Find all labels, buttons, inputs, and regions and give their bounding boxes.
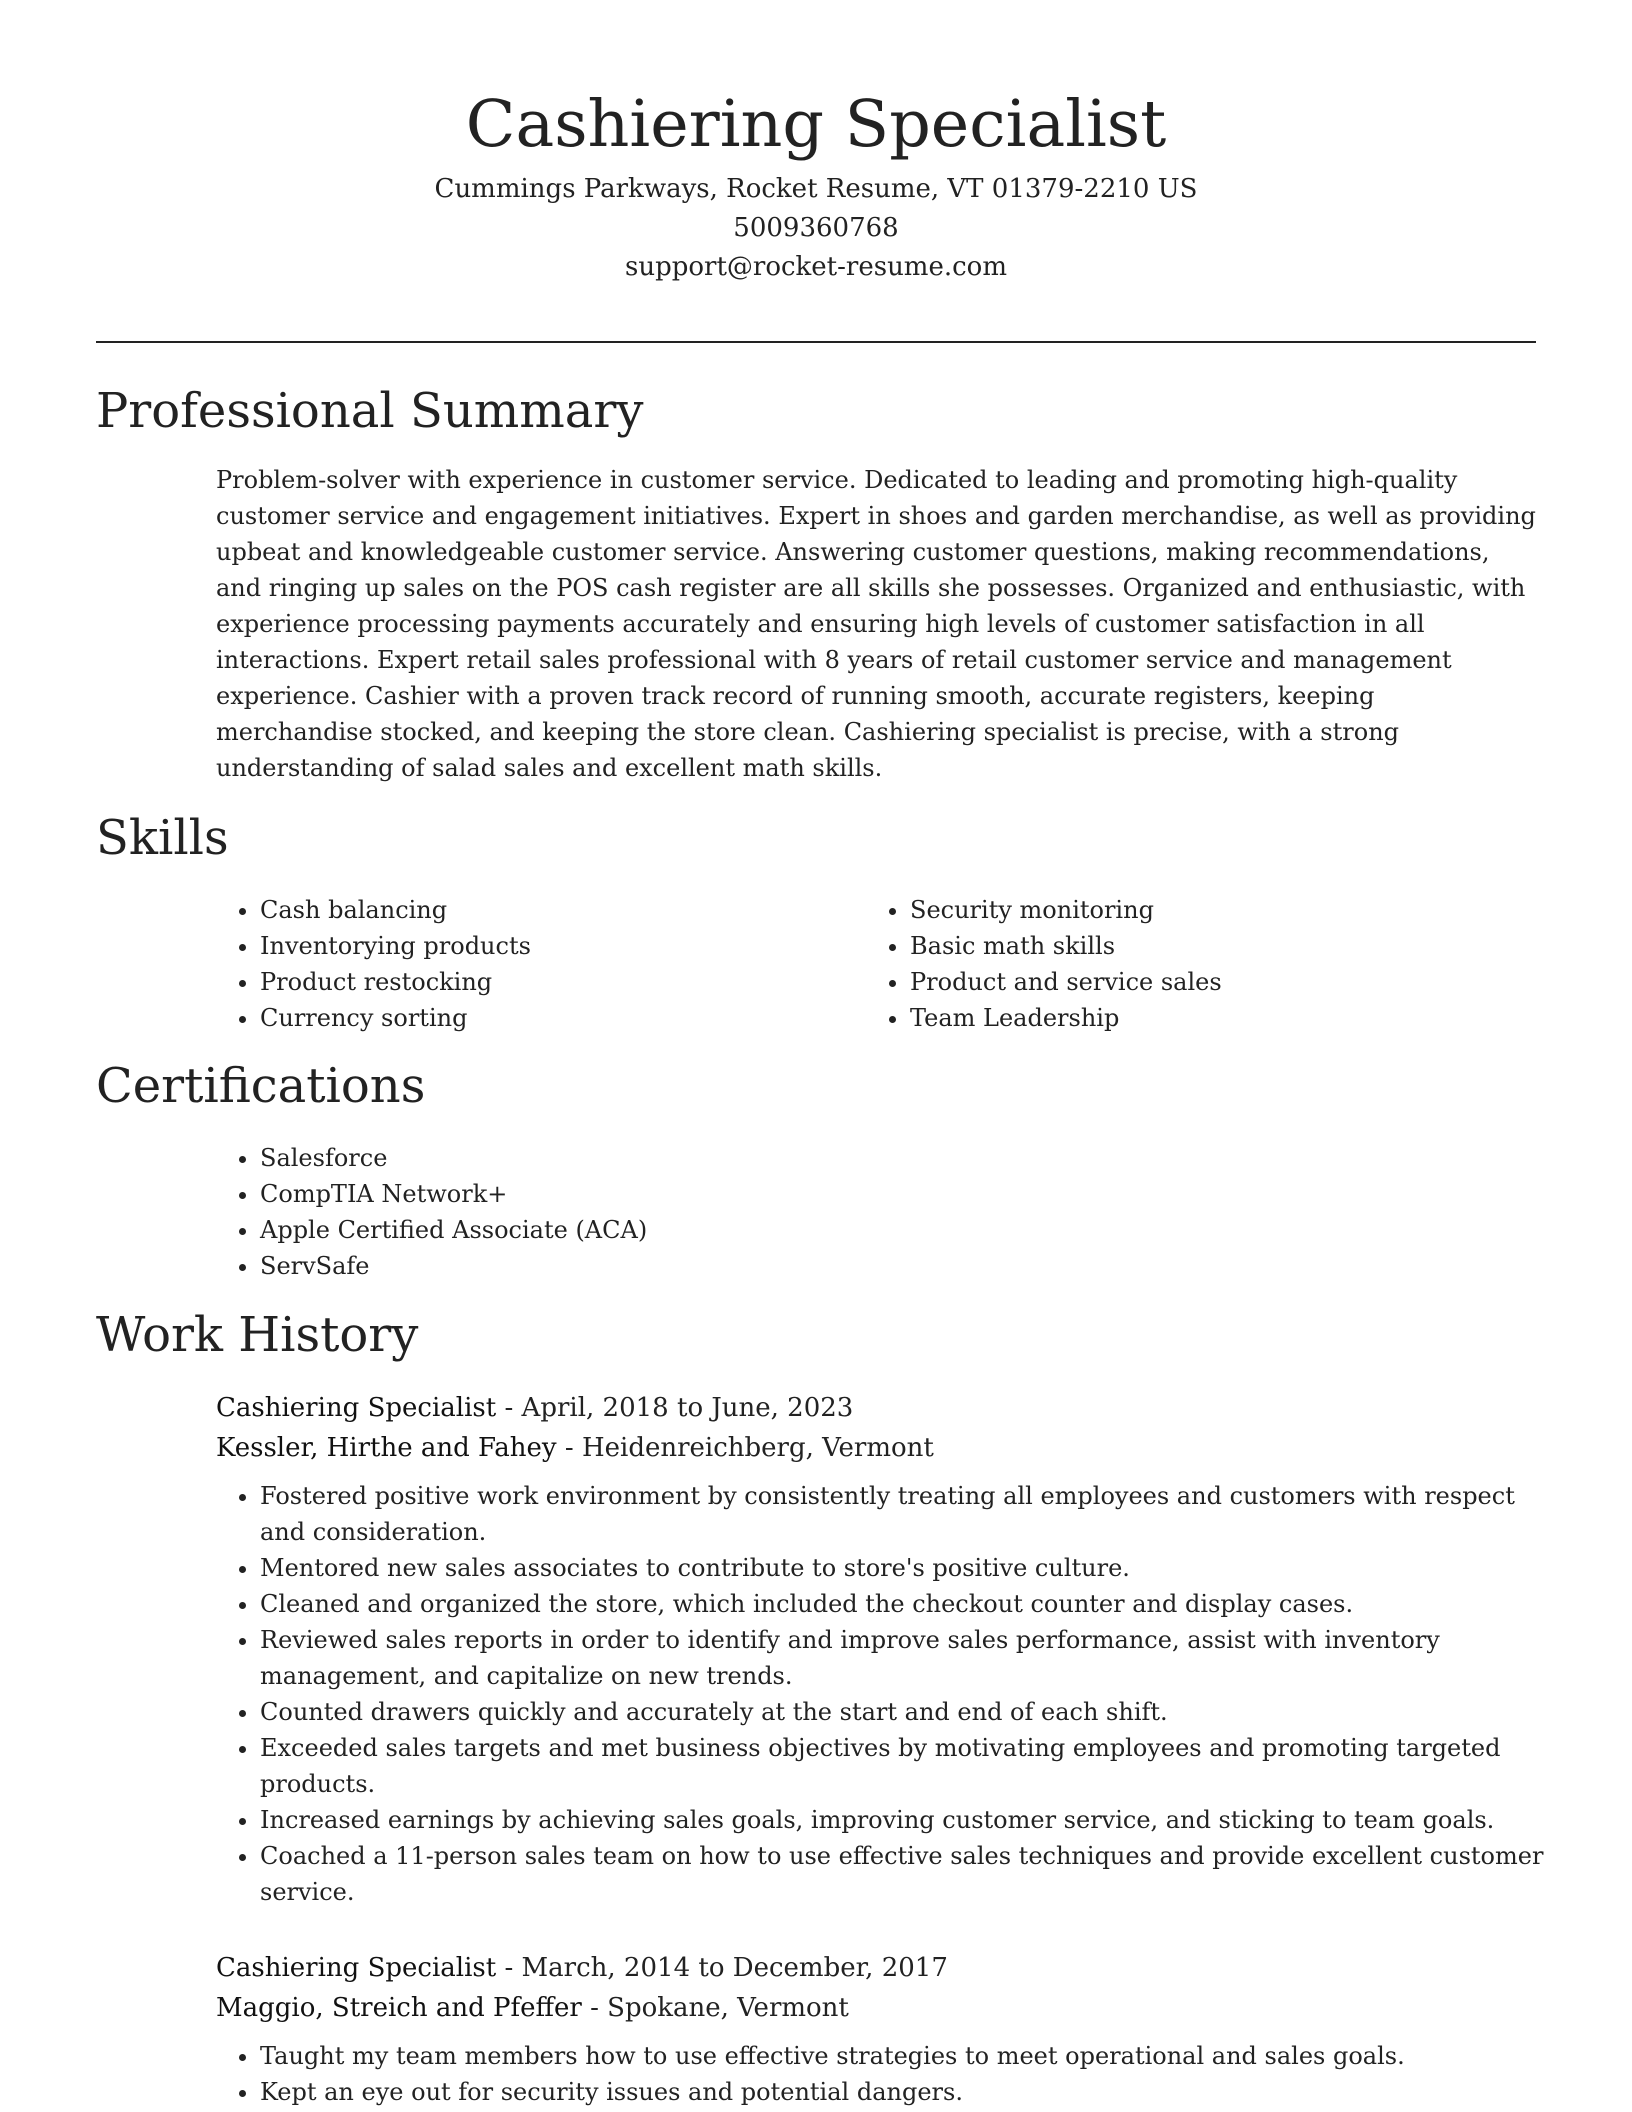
summary-text: Problem-solver with experience in customer service. Dedicated to leading and promoting high-quality customer service and engagement initiatives. Expert in shoes and garden merchandise, as well as providing upbeat and knowledgeable customer service. Answering customer questions, making recommendations, and ringing up sales on the POS cash register are all skills she possesses. Organized and enthusiastic, with experience processing payments accurately and ensuring high levels of customer satisfaction in all interactions. Expert retail sales professional with 8 years of retail customer service and management experience. Cashier with a proven track record of running smooth, accurate registers, keeping merchandise stocked, and keeping the store clean. Cashiering specialist is precise, with a strong understanding of salad sales and excellent math skills. [216,466,1536,782]
skill-item: • Team Leadership [910,1000,1506,1036]
job-bullet: • Exceeded sales targets and met business objectives by motivating employees and promoting targeted products. [260,1730,1546,1802]
job-bullet: • Coached a 11-person sales team on how to use effective sales techniques and provide excellent customer service. [260,1838,1546,1910]
job-bullet: • Kept an eye out for security issues and potential dangers. [260,2074,1546,2110]
job-bullet: • Fostered positive work environment by consistently treating all employees and customers with respect and consideration. [260,1478,1546,1550]
job-bullets [216,1478,1546,1910]
job-bullet: • Reviewed sales reports in order to identify and improve sales performance, assist with inventory management, and capitalize on new trends. [260,1622,1546,1694]
resume-header [96,80,1536,287]
job-location: - Heidenreichberg, Vermont [556,1433,934,1463]
skills-list-left [216,892,816,1036]
skills-list-right [866,892,1506,1036]
candidate-name: Cashiering Specialist [465,87,1167,162]
contact-email: support@rocket-resume.com [624,252,1007,282]
job-title: Cashiering Specialist [216,1953,497,1983]
certification-item: • ServSafe [260,1248,1516,1284]
certifications-list [216,1140,1516,1284]
job-company: Kessler, Hirthe and Fahey [216,1433,557,1463]
certification-item: • Apple Certified Associate (ACA) [260,1212,1516,1248]
job-title: Cashiering Specialist [216,1393,497,1423]
job-bullet: • Taught my team members how to use effective strategies to meet operational and sales goals. [260,2038,1546,2074]
job-bullet: • Mentored new sales associates to contribute to store's positive culture. [260,1550,1546,1586]
work-history-heading: Work History [96,1307,419,1363]
job-entry [216,1388,1546,1910]
job-bullet: • Cleaned and organized the store, which included the checkout counter and display cases. [260,1586,1546,1622]
job-bullet: • Counted drawers quickly and accurately at the start and end of each shift. [260,1694,1546,1730]
skills-heading: Skills [96,810,229,866]
certification-item: • CompTIA Network+ [260,1176,1516,1212]
job-dates: - April, 2018 to June, 2023 [496,1393,854,1423]
summary-heading: Professional Summary [96,383,644,439]
certifications-heading: Certifications [96,1058,426,1114]
skill-item: • Basic math skills [910,928,1506,964]
job-bullets [216,2038,1546,2110]
job-title-line [216,1388,1546,1428]
job-company-line [216,1988,1546,2028]
skill-item: • Cash balancing [260,892,816,928]
job-entry [216,1948,1546,2110]
contact-phone: 5009360768 [733,213,899,243]
skill-item: • Product and service sales [910,964,1506,1000]
job-company-line [216,1428,1546,1468]
skill-item: • Inventorying products [260,928,816,964]
job-company: Maggio, Streich and Pfeffer [216,1993,582,2023]
certification-item: • Salesforce [260,1140,1516,1176]
skill-item: • Product restocking [260,964,816,1000]
skill-item: • Security monitoring [910,892,1506,928]
job-bullet: • Increased earnings by achieving sales goals, improving customer service, and sticking to team goals. [260,1802,1546,1838]
job-title-line [216,1948,1546,1988]
skill-item: • Currency sorting [260,1000,816,1036]
contact-address: Cummings Parkways, Rocket Resume, VT 01379-2210 US [434,174,1198,204]
job-location: - Spokane, Vermont [581,1993,849,2023]
job-dates: - March, 2014 to December, 2017 [496,1953,948,1983]
header-divider [96,341,1536,343]
